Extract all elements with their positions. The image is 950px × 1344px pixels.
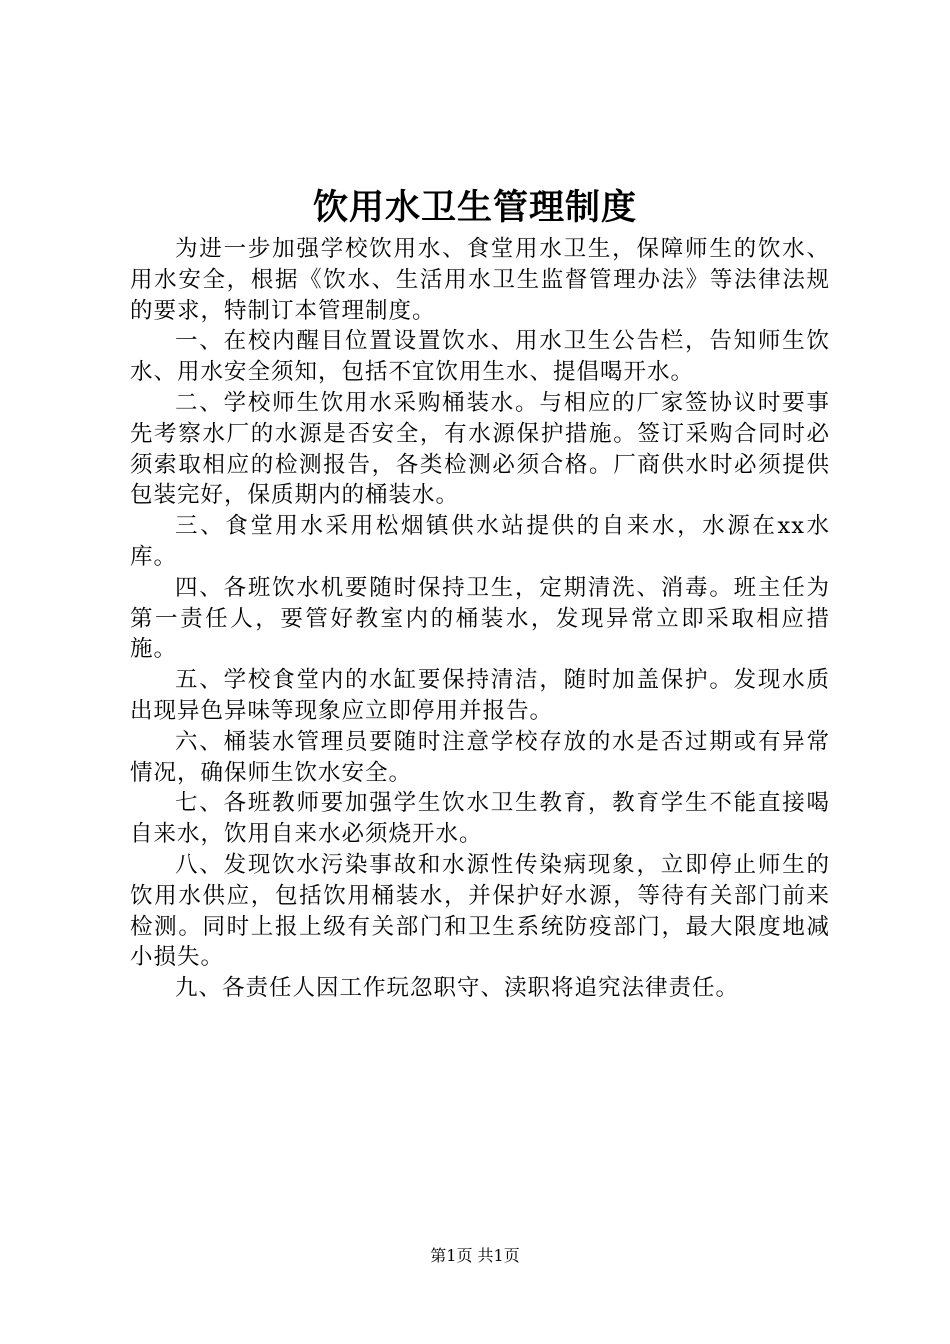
paragraph-item-9: 九、各责任人因工作玩忽职守、渎职将追究法律责任。 — [175, 975, 740, 1002]
page-number-footer: 第1页 共1页 — [430, 1246, 520, 1265]
paragraph-item-4: 四、各班饮水机要随时保持卫生，定期清洗、消毒。班主任为第一责任人，要管好教室内的桶装水，发现异常立即采取相应措施。 — [130, 574, 830, 663]
paragraph-item-1: 一、在校内醒目位置设置饮水、用水卫生公告栏，告知师生饮水、用水安全须知，包括不宜饮用生水、提倡喝开水。 — [130, 328, 830, 386]
paragraph-item-7: 七、各班教师要加强学生饮水卫生教育，教育学生不能直接喝自来水，饮用自来水必须烧开水。 — [130, 790, 830, 848]
paragraph-item-8: 八、发现饮水污染事故和水源性传染病现象，立即停止师生的饮用水供应，包括饮用桶装水，并保护好水源，等待有关部门前来检测。同时上报上级有关部门和卫生系统防疫部门，最大限度地减小损失。 — [130, 851, 830, 971]
paragraph-item-2: 二、学校师生饮用水采购桶装水。与相应的厂家签协议时要事先考察水厂的水源是否安全，有水源保护措施。签订采购合同时必须索取相应的检测报告，各类检测必须合格。厂商供水时必须提供包装完好，保质期内的桶装水。 — [130, 389, 830, 509]
paragraph-item-5: 五、学校食堂内的水缸要保持清洁，随时加盖保护。发现水质出现异色异味等现象应立即停用并报告。 — [130, 667, 830, 724]
paragraph-intro: 为进一步加强学校饮用水、食堂用水卫生，保障师生的饮水、用水安全，根据《饮水、生活用水卫生监督管理办法》等法律法规的要求，特制订本管理制度。 — [130, 236, 830, 324]
document-body — [130, 234, 830, 1004]
paragraph-item-3: 三、食堂用水采用松烟镇供水站提供的自来水，水源在xx水库。 — [130, 513, 830, 570]
paragraph-item-6: 六、桶装水管理员要随时注意学校存放的水是否过期或有异常情况，确保师生饮水安全。 — [130, 728, 830, 786]
page-title: 饮用水卫生管理制度 — [312, 187, 637, 228]
